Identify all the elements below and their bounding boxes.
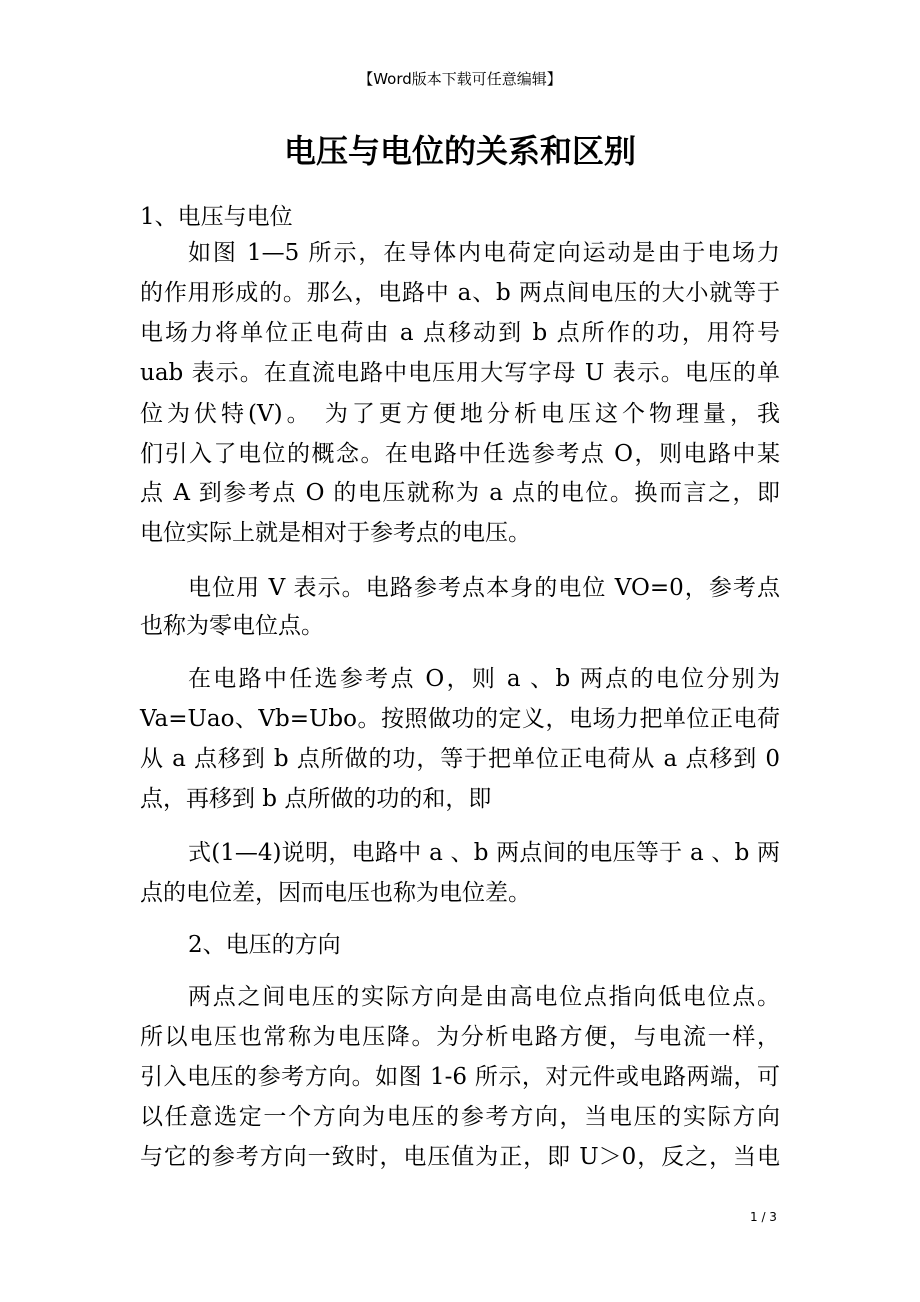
section-heading: 1、电压与电位: [140, 204, 293, 230]
paragraph-line: 所以电压也常称为电压降。为分析电路方便，与电流一样，: [140, 1024, 780, 1050]
paragraph-line: 电位用 V 表示。电路参考点本身的电位 VO=0，参考点: [188, 575, 780, 601]
paragraph-line: 与它的参考方向一致时，电压值为正，即 U＞0，反之，当电: [140, 1144, 780, 1170]
paragraph-line: 点 A 到参考点 O 的电压就称为 a 点的电位。换而言之，即: [140, 480, 780, 506]
document-title: 电压与电位的关系和区别: [283, 132, 636, 170]
paragraph-line: 的作用形成的。那么，电路中 a、b 两点间电压的大小就等于: [140, 280, 780, 306]
paragraph-line: 电场力将单位正电荷由 a 点移动到 b 点所作的功，用符号: [140, 320, 780, 346]
paragraph-line: 点，再移到 b 点所做的功的和，即: [140, 786, 492, 812]
paragraph-line: 位为伏特(V)。 为了更方便地分析电压这个物理量，我: [140, 401, 780, 427]
section-heading: 2、电压的方向: [188, 932, 341, 958]
paragraph-line: 点的电位差，因而电压也称为电位差。: [140, 880, 531, 906]
paragraph-line: 电位实际上就是相对于参考点的电压。: [140, 520, 531, 546]
paragraph-line: 两点之间电压的实际方向是由高电位点指向低电位点。: [188, 984, 780, 1010]
paragraph-line: 们引入了电位的概念。在电路中任选参考点 O，则电路中某: [140, 441, 780, 467]
paragraph-line: 从 a 点移到 b 点所做的功，等于把单位正电荷从 a 点移到 0: [140, 746, 780, 772]
paragraph-line: 如图 1—5 所示，在导体内电荷定向运动是由于电场力: [188, 240, 780, 266]
page-number: 1 / 3: [750, 1210, 777, 1224]
paragraph-line: 在电路中任选参考点 O，则 a 、b 两点的电位分别为: [188, 666, 780, 692]
paragraph-line: Va=Uao、Vb=Ubo。按照做功的定义，电场力把单位正电荷: [140, 706, 780, 732]
page-header: 【Word版本下载可任意编辑】: [358, 70, 562, 88]
paragraph-line: 引入电压的参考方向。如图 1-6 所示，对元件或电路两端，可: [140, 1064, 780, 1090]
paragraph-line: 以任意选定一个方向为电压的参考方向，当电压的实际方向: [140, 1104, 780, 1130]
paragraph-line: uab 表示。在直流电路中电压用大写字母 U 表示。电压的单: [140, 360, 780, 386]
paragraph-line: 式(1—4)说明，电路中 a 、b 两点间的电压等于 a 、b 两: [188, 840, 780, 866]
paragraph-line: 也称为零电位点。: [140, 613, 324, 639]
